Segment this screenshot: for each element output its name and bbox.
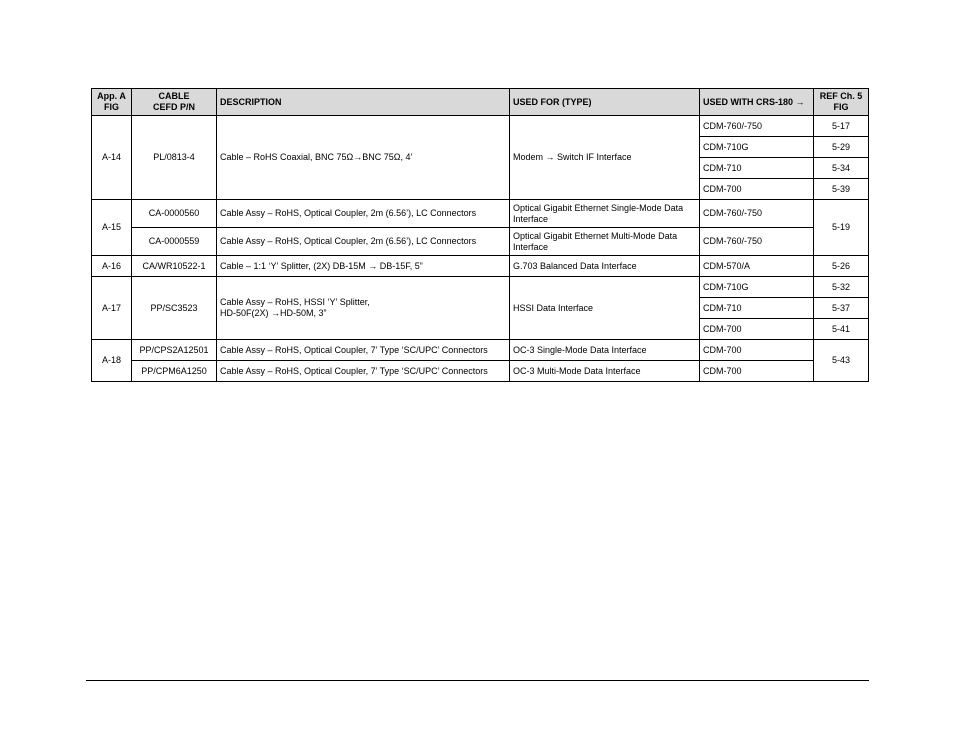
cell-ref-fig: 5-39 xyxy=(814,179,869,200)
cell-part-number: PL/0813-4 xyxy=(132,116,217,200)
header-part-number: CABLE CEFD P/N xyxy=(132,89,217,116)
cell-used-for: OC-3 Multi-Mode Data Interface xyxy=(510,361,700,382)
footer-divider xyxy=(86,680,869,681)
cell-used-with: CDM-760/-750 xyxy=(700,200,814,228)
cell-description: Cable – RoHS Coaxial, BNC 75Ω→BNC 75Ω, 4’ xyxy=(217,116,510,200)
cell-used-with: CDM-700 xyxy=(700,319,814,340)
cell-fig: A-17 xyxy=(92,277,132,340)
cell-used-with: CDM-700 xyxy=(700,361,814,382)
cell-ref-fig: 5-17 xyxy=(814,116,869,137)
cell-used-for: Modem → Switch IF Interface xyxy=(510,116,700,200)
cell-fig: A-16 xyxy=(92,256,132,277)
cell-fig: A-15 xyxy=(92,200,132,256)
cell-part-number: CA-0000559 xyxy=(132,228,217,256)
cell-ref-fig: 5-32 xyxy=(814,277,869,298)
cell-used-for: G.703 Balanced Data Interface xyxy=(510,256,700,277)
cell-used-with: CDM-710G xyxy=(700,137,814,158)
cell-used-with: CDM-710 xyxy=(700,298,814,319)
cell-fig: A-18 xyxy=(92,340,132,382)
header-fig: App. A FIG xyxy=(92,89,132,116)
cell-ref-fig: 5-19 xyxy=(814,200,869,256)
cell-description: Cable Assy – RoHS, Optical Coupler, 2m (6.56’), LC Connectors xyxy=(217,200,510,228)
table-row xyxy=(92,228,869,256)
cell-used-with: CDM-710 xyxy=(700,158,814,179)
cell-ref-fig: 5-34 xyxy=(814,158,869,179)
cell-ref-fig: 5-43 xyxy=(814,340,869,382)
cell-description: Cable Assy – RoHS, Optical Coupler, 2m (6.56’), LC Connectors xyxy=(217,228,510,256)
cell-used-with: CDM-710G xyxy=(700,277,814,298)
cell-ref-fig: 5-26 xyxy=(814,256,869,277)
cell-ref-fig: 5-37 xyxy=(814,298,869,319)
cell-used-with: CDM-760/-750 xyxy=(700,228,814,256)
header-row xyxy=(92,89,869,116)
cell-description: Cable Assy – RoHS, Optical Coupler, 7’ Type ‘SC/UPC’ Connectors xyxy=(217,361,510,382)
cell-used-with: CDM-700 xyxy=(700,179,814,200)
cell-part-number: CA/WR10522-1 xyxy=(132,256,217,277)
header-description: DESCRIPTION xyxy=(217,89,510,116)
cell-description: Cable – 1:1 ‘Y’ Splitter, (2X) DB-15M → DB-15F, 5” xyxy=(217,256,510,277)
table-row xyxy=(92,277,869,298)
cell-part-number: PP/SC3523 xyxy=(132,277,217,340)
cable-table xyxy=(91,88,869,382)
cell-description: Cable Assy – RoHS, Optical Coupler, 7’ Type ‘SC/UPC’ Connectors xyxy=(217,340,510,361)
table-row xyxy=(92,256,869,277)
header-used-with: USED WITH CRS-180 → xyxy=(700,89,814,116)
cell-part-number: PP/CPM6A1250 xyxy=(132,361,217,382)
cell-used-for: OC-3 Single-Mode Data Interface xyxy=(510,340,700,361)
table-row xyxy=(92,200,869,228)
cell-used-with: CDM-570/A xyxy=(700,256,814,277)
header-used-for: USED FOR (TYPE) xyxy=(510,89,700,116)
cell-fig: A-14 xyxy=(92,116,132,200)
cell-used-for: HSSI Data Interface xyxy=(510,277,700,340)
cell-ref-fig: 5-41 xyxy=(814,319,869,340)
cell-description: Cable Assy – RoHS, HSSI ‘Y’ Splitter, HD-50F(2X) →HD-50M, 3” xyxy=(217,277,510,340)
cell-ref-fig: 5-29 xyxy=(814,137,869,158)
table-row xyxy=(92,116,869,137)
table-row xyxy=(92,340,869,361)
table-row xyxy=(92,361,869,382)
header-ref-fig: REF Ch. 5 FIG xyxy=(814,89,869,116)
cell-used-with: CDM-760/-750 xyxy=(700,116,814,137)
cell-part-number: CA-0000560 xyxy=(132,200,217,228)
cell-used-for: Optical Gigabit Ethernet Multi-Mode Data Interface xyxy=(510,228,700,256)
cell-used-for: Optical Gigabit Ethernet Single-Mode Data Interface xyxy=(510,200,700,228)
cell-part-number: PP/CPS2A12501 xyxy=(132,340,217,361)
cell-used-with: CDM-700 xyxy=(700,340,814,361)
